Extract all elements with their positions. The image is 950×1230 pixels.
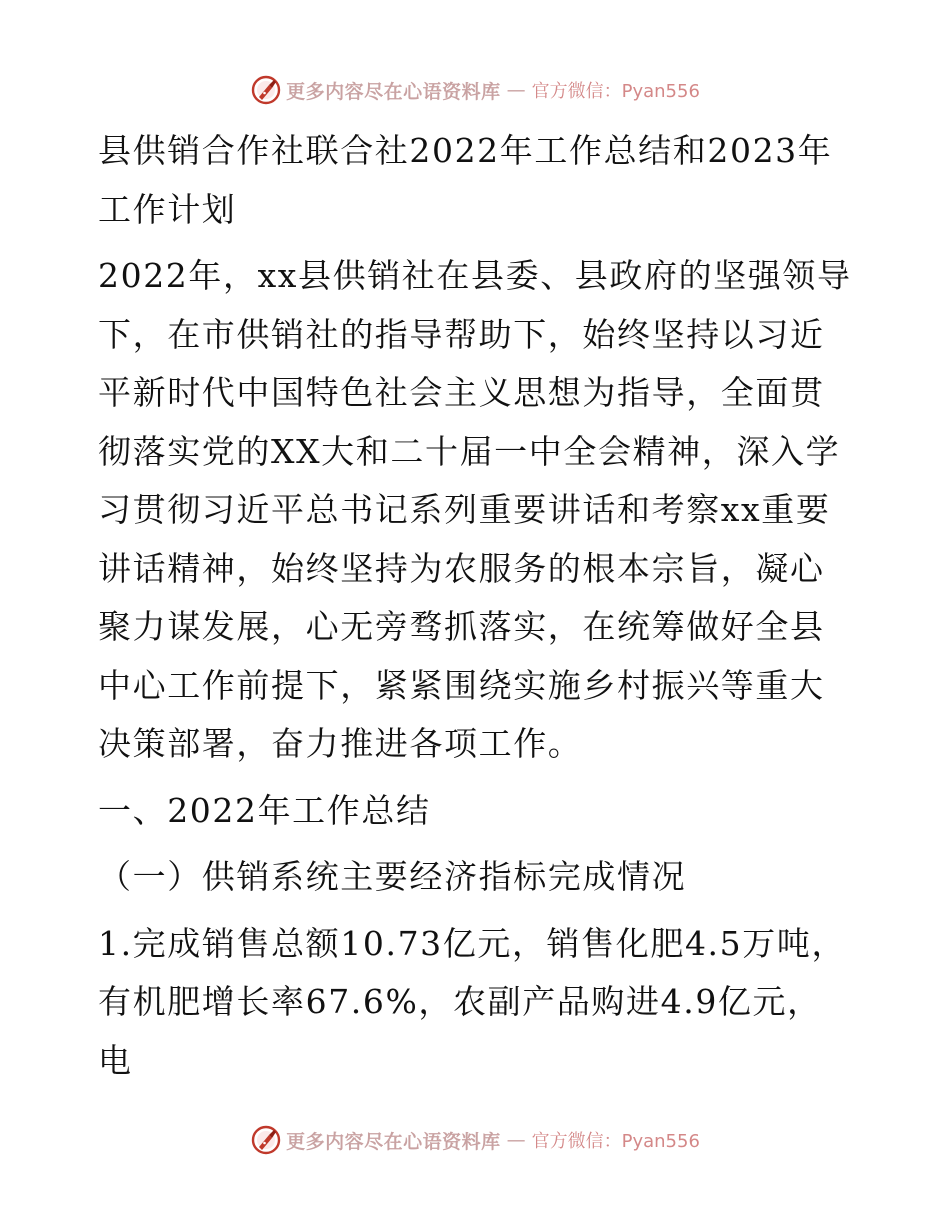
- document-title: 县供销合作社联合社2022年工作总结和2023年工作计划: [98, 131, 833, 229]
- pen-nib-circle-icon: [250, 1124, 282, 1156]
- section-heading-1: 一、2022年工作总结: [98, 790, 431, 830]
- footer-watermark: [0, 1120, 950, 1160]
- banner-separator: —: [506, 1129, 526, 1151]
- list-item-1: 1.完成销售总额10.73亿元，销售化肥4.5万吨，有机肥增长率67.6%，农副产品购进4.9亿元，电: [98, 923, 847, 1080]
- banner-separator: —: [506, 79, 526, 101]
- document-body: [98, 122, 853, 1090]
- pen-nib-circle-icon: [250, 74, 282, 106]
- banner-main-text: 更多内容尽在心语资料库: [286, 80, 501, 103]
- banner-wechat-text: 官方微信：Pyan556: [531, 81, 700, 102]
- banner-main-text: 更多内容尽在心语资料库: [286, 1130, 501, 1153]
- intro-paragraph: 2022年，xx县供销社在县委、县政府的坚强领导下，在市供销社的指导帮助下，始终坚持以习近平新时代中国特色社会主义思想为指导，全面贯彻落实党的XX大和二十届一中全会精神，深入学习贯彻习近平总书记系列重要讲话和考察xx重要讲话精神，始终坚持为农服务的根本宗旨，凝心聚力谋发展，心无旁骛抓落实，在统筹做好全县中心工作前提下，紧紧围绕实施乡村振兴等重大决策部署，奋力推进各项工作。: [98, 256, 852, 763]
- banner-wechat-text: 官方微信：Pyan556: [531, 1131, 700, 1152]
- header-watermark: [0, 70, 950, 110]
- subsection-heading-1: （一）供销系统主要经济指标完成情况: [98, 857, 687, 896]
